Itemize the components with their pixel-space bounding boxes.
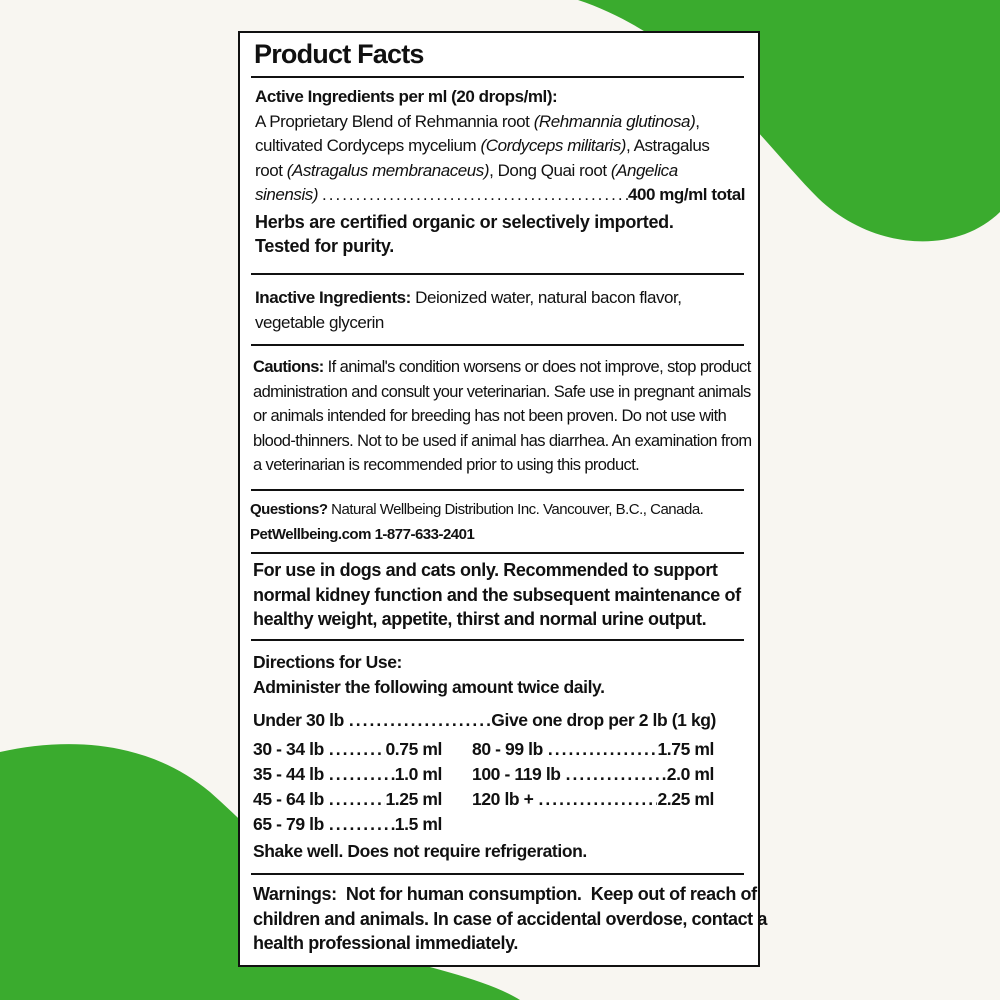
cautions-label: Cautions:: [253, 358, 324, 376]
dose-row: 45 - 64 lb ..... 1.25 ml: [253, 789, 442, 810]
active-line-1: A Proprietary Blend of Rehmannia root (Rehmannia glutinosa),: [255, 111, 700, 131]
dose-row: 120 lb + ..... 2.25 ml: [472, 789, 714, 810]
product-facts-label: [238, 31, 767, 967]
storage-statement: Shake well. Does not require refrigeration.: [253, 841, 587, 861]
dose-row: 100 - 119 lb ..... 2.0 ml: [472, 764, 714, 785]
active-total-value: 400 mg/ml total: [627, 185, 745, 204]
divider: [251, 489, 744, 491]
inactive-label: Inactive Ingredients:: [255, 288, 411, 307]
active-line-2: cultivated Cordyceps mycelium (Cordyceps militaris), Astragalus: [255, 136, 710, 155]
use-statement: For use in dogs and cats only. Recommended to support normal kidney function and the subsequent maintenance of healthy weight, appetite, thirst and normal urine output.: [253, 560, 741, 629]
directions-intro: Administer the following amount twice daily.: [253, 676, 605, 697]
directions-header: [253, 650, 605, 699]
directions-heading: Directions for Use:: [253, 652, 402, 672]
under-30-row: Under 30 lb ..... Give one drop per 2 lb (1 kg): [253, 710, 716, 731]
divider: [251, 639, 744, 641]
cautions-section: Cautions: If animal's condition worsens or does not improve, stop product administration and consult your veterinarian. Safe use in pregnant animals or animals intended for breeding has not been proven. Do not use with blood-thinners. Not to be used if animal has diarrhea. An examination from a veterinarian is recommended prior to using this product.: [253, 358, 752, 474]
dose-row: 30 - 34 lb ..... 0.75 ml: [253, 739, 442, 760]
dose-row: 35 - 44 lb ..... 1.0 ml: [253, 764, 442, 785]
active-line-3: root (Astragalus membranaceus), Dong Quai root (Angelica: [255, 160, 678, 180]
purity-statement: Tested for purity.: [255, 236, 394, 256]
active-ingredients-section: [255, 85, 745, 259]
active-ingredients-heading: Active Ingredients per ml (20 drops/ml):: [255, 87, 558, 106]
questions-contact: PetWellbeing.com 1-877-633-2401: [250, 525, 475, 543]
organic-statement: Herbs are certified organic or selectively imported.: [255, 211, 674, 232]
divider: [251, 273, 744, 275]
active-total-row: sinensis) ..... 400 mg/ml total: [255, 183, 745, 208]
divider: [251, 552, 744, 554]
divider: [251, 344, 744, 346]
product-facts-title: Product Facts: [254, 39, 424, 69]
inactive-ingredients-section: Inactive Ingredients: Deionized water, natural bacon flavor, vegetable glycerin: [255, 288, 682, 332]
dose-row: 80 - 99 lb ..... 1.75 ml: [472, 739, 714, 760]
questions-section: Questions? Natural Wellbeing Distribution Inc. Vancouver, B.C., Canada. PetWellbeing.com 1-877-633-2401: [250, 498, 703, 547]
dose-row: 65 - 79 lb ..... 1.5 ml: [253, 814, 442, 835]
divider: [251, 873, 744, 875]
questions-label: Questions?: [250, 501, 328, 518]
divider: [251, 76, 744, 78]
warnings-label: Warnings:: [253, 884, 337, 904]
warnings-section: Warnings: Not for human consumption. Keep out of reach of children and animals. In case of accidental overdose, contact a health professional immediately.: [253, 884, 767, 953]
